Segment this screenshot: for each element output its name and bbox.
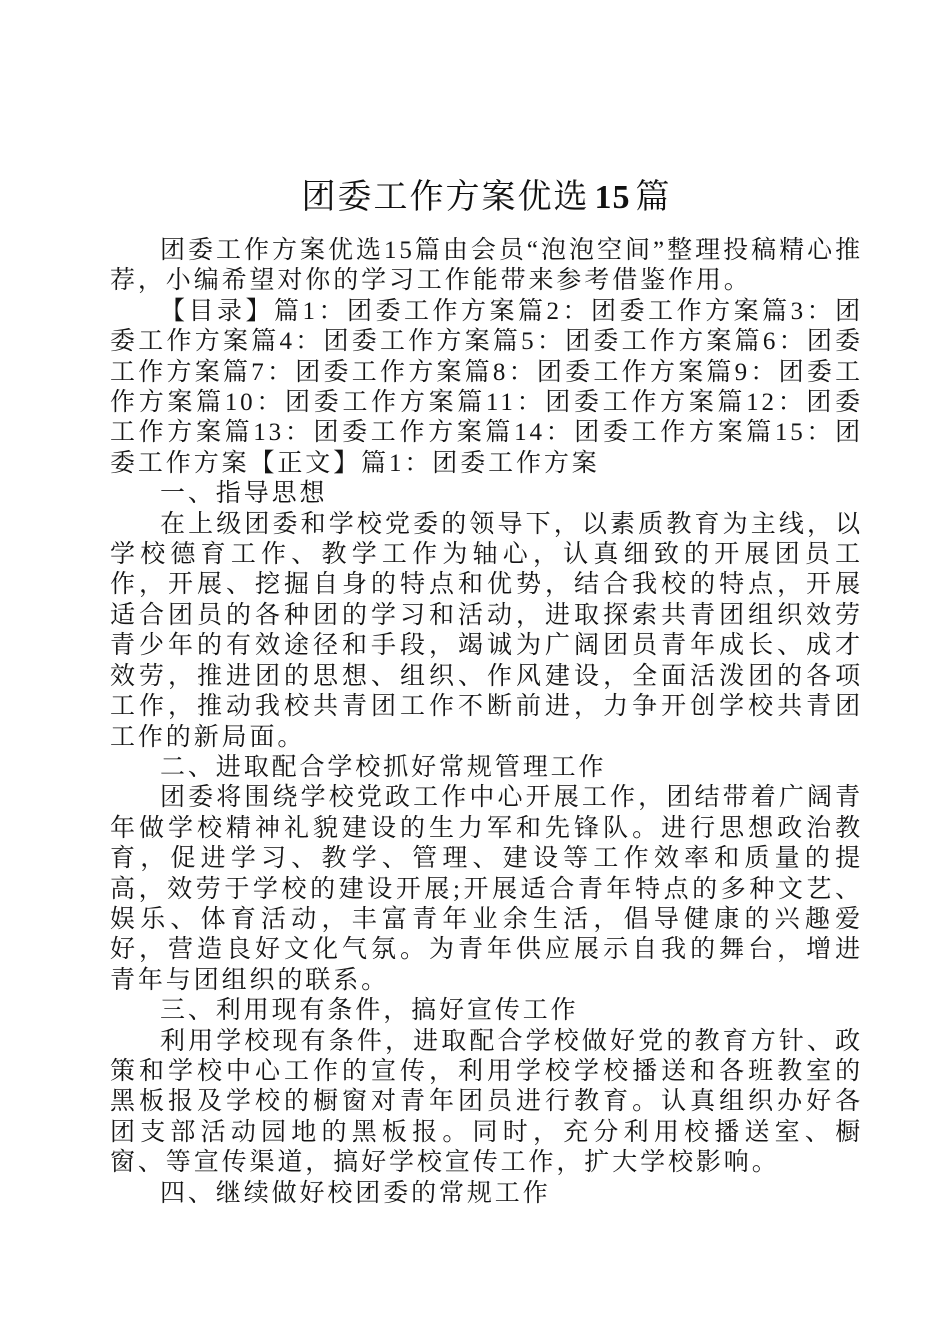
body-paragraph: 利用学校现有条件，进取配合学校做好党的教育方针、政策和学校中心工作的宣传，利用学校学校播送和各班教室的黑板报及学校的橱窗对青年团员进行教育。认真组织办好各团支部活动园地的黑板报。同时，充分利用校播送室、橱窗、等宣传渠道，搞好学校宣传工作，扩大学校影响。 <box>110 1027 863 1177</box>
section-heading: 四、继续做好校团委的常规工作 <box>160 1179 551 1207</box>
document-body <box>110 236 863 1209</box>
body-paragraph: 【目录】篇1：团委工作方案篇2：团委工作方案篇3：团委工作方案篇4：团委工作方案篇5：团委工作方案篇6：团委工作方案篇7：团委工作方案篇8：团委工作方案篇9：团委工作方案篇10：团委工作方案篇11：团委工作方案篇12：团委工作方案篇13：团委工作方案篇14：团委工作方案篇15：团委工作方案【正文】篇1：团委工作方案 <box>110 297 863 477</box>
body-paragraph: 团委工作方案优选15篇由会员“泡泡空间”整理投稿精心推荐，小编希望对你的学习工作能带来参考借鉴作用。 <box>110 237 863 295</box>
section-heading: 二、进取配合学校抓好常规管理工作 <box>160 753 607 781</box>
body-paragraph: 在上级团委和学校党委的领导下，以素质教育为主线，以学校德育工作、教学工作为轴心，认真细致的开展团员工作，开展、挖掘自身的特点和优势，结合我校的特点，开展适合团员的各种团的学习和活动，进取探索共青团组织效劳青少年的有效途径和手段，竭诚为广阔团员青年成长、成才效劳，推进团的思想、组织、作风建设，全面活泼团的各项工作，推动我校共青团工作不断前进，力争开创学校共青团工作的新局面。 <box>110 510 863 751</box>
page-title: 团委工作方案优选 15 篇 <box>301 179 672 216</box>
section-heading: 一、指导思想 <box>160 480 328 508</box>
section-heading: 三、利用现有条件，搞好宣传工作 <box>160 997 579 1025</box>
body-paragraph: 团委将围绕学校党政工作中心开展工作，团结带着广阔青年做学校精神礼貌建设的生力军和先锋队。进行思想政治教育，促进学习、教学、管理、建设等工作效率和质量的提高，效劳于学校的建设开展;开展适合青年特点的多种文艺、娱乐、体育活动，丰富青年业余生活，倡导健康的兴趣爱好，营造良好文化气氛。为青年供应展示自我的舞台，增进青年与团组织的联系。 <box>110 784 863 994</box>
